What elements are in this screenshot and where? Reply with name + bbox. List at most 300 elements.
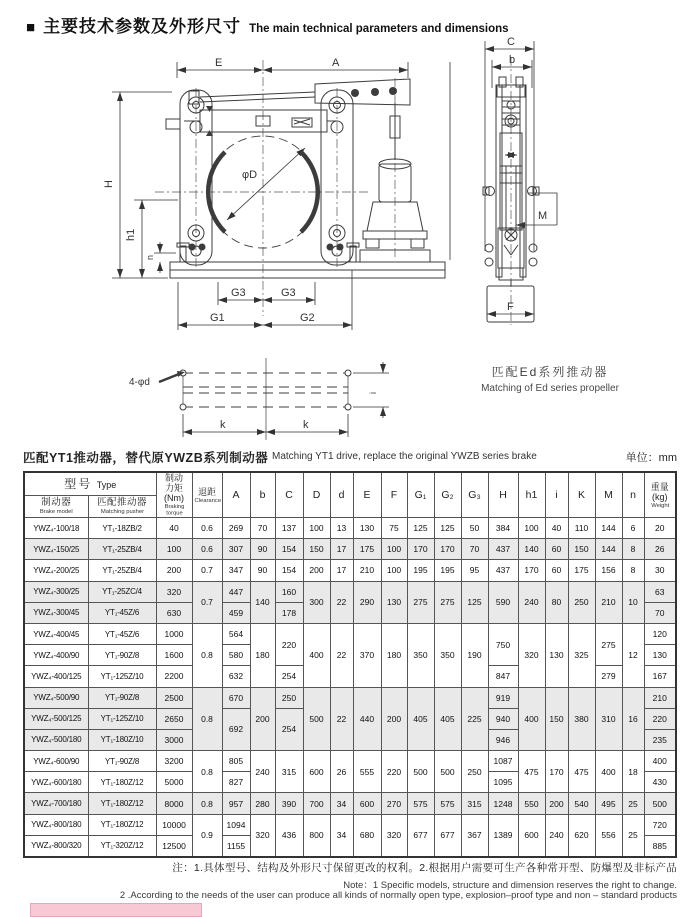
cell-value: 550 — [518, 793, 545, 814]
cell-value: 178 — [275, 602, 303, 623]
cell-value: 150 — [545, 687, 568, 751]
cell-value: 1095 — [488, 772, 518, 793]
front-view-drawing — [60, 48, 465, 340]
cell-value: 26 — [644, 539, 676, 560]
cell-value: 100 — [381, 560, 407, 581]
cell-value: 6 — [622, 518, 644, 539]
cell-value: 275 — [407, 581, 434, 623]
cell-value: 22 — [330, 581, 353, 623]
cell-value: 307 — [222, 539, 250, 560]
table-row — [24, 518, 676, 539]
cell-value: 200 — [545, 793, 568, 814]
cell-value: 475 — [568, 751, 595, 793]
cell-value: 957 — [222, 793, 250, 814]
cell-value: 10 — [622, 581, 644, 623]
cell-value: 25 — [622, 814, 644, 857]
cell-matching-pusher: YT₁-180Z/12 — [88, 772, 156, 793]
ed-caption-zh: 匹配Ed系列推动器 — [491, 365, 609, 379]
col-dim-h1: h1 — [518, 472, 545, 518]
cell-matching-pusher: YT₁-25ZB/4 — [88, 539, 156, 560]
dim-label-f: F — [507, 301, 514, 313]
col-weight: 重量 (kg) Weight — [644, 472, 676, 518]
cell-value: 620 — [568, 814, 595, 857]
col-dim-C: C — [275, 472, 303, 518]
cell-value: 140 — [518, 539, 545, 560]
cell-value: 692 — [222, 708, 250, 750]
page-title — [26, 12, 509, 37]
cell-value: 220 — [275, 623, 303, 665]
cell-value: 680 — [353, 814, 381, 857]
cell-value: 275 — [595, 623, 622, 665]
dim-label-m: M — [538, 210, 548, 222]
cell-value: 700 — [303, 793, 330, 814]
table-header — [24, 472, 676, 518]
col-torque: 制动 力矩 (Nm) Braking torque — [156, 472, 192, 518]
cell-value: 25 — [622, 793, 644, 814]
cell-value: 600 — [518, 814, 545, 857]
cell-value: 459 — [222, 602, 250, 623]
cell-value: 400 — [644, 751, 676, 772]
cell-value: 34 — [330, 793, 353, 814]
table-caption-en: Matching YT1 drive, replace the original YWZB series brake — [272, 451, 537, 462]
cell-value: 200 — [156, 560, 192, 581]
cell-value: 600 — [353, 793, 381, 814]
cell-value: 500 — [434, 751, 461, 793]
cell-value: 190 — [461, 623, 488, 687]
cell-value: 347 — [222, 560, 250, 581]
cell-matching-pusher: YT₁-25ZB/4 — [88, 560, 156, 581]
cell-value: 150 — [303, 539, 330, 560]
cell-brake-model: YWZ₄-400/125 — [24, 666, 88, 687]
cell-value: 575 — [434, 793, 461, 814]
cell-value: 630 — [156, 602, 192, 623]
col-type-zh: 型号 — [64, 477, 93, 492]
cell-brake-model: YWZ₄-400/90 — [24, 645, 88, 666]
cell-value: 556 — [595, 814, 622, 857]
cell-value: 1389 — [488, 814, 518, 857]
table-row — [24, 814, 676, 835]
cell-value: 220 — [381, 751, 407, 793]
cell-value: 919 — [488, 687, 518, 708]
cell-value: 210 — [644, 687, 676, 708]
cell-brake-model: YWZ₄-800/320 — [24, 835, 88, 857]
cell-brake-model: YWZ₄-150/25 — [24, 539, 88, 560]
cell-value: 0.6 — [192, 539, 222, 560]
col-dim-D: D — [303, 472, 330, 518]
cell-brake-model: YWZ₄-300/25 — [24, 581, 88, 602]
table-row — [24, 751, 676, 772]
dim-label-e: E — [215, 57, 223, 69]
cell-value: 350 — [434, 623, 461, 687]
cell-value: 50 — [461, 518, 488, 539]
cell-value: 370 — [353, 623, 381, 687]
table-row — [24, 793, 676, 814]
cell-value: 100 — [303, 518, 330, 539]
cell-value: 195 — [434, 560, 461, 581]
cell-brake-model: YWZ₄-700/180 — [24, 793, 88, 814]
dim-label-k-right: k — [303, 419, 309, 431]
cell-matching-pusher: YT₁-90Z/8 — [88, 645, 156, 666]
cell-value: 12 — [622, 623, 644, 687]
note-en-1: Note：1 Specific models, structure and dimension reserves the right to change. — [343, 880, 677, 891]
cell-value: 405 — [407, 687, 434, 751]
cell-value: 2500 — [156, 687, 192, 708]
pink-strip — [30, 903, 202, 917]
cell-value: 60 — [545, 539, 568, 560]
cell-value: 320 — [381, 814, 407, 857]
cell-value: 315 — [461, 793, 488, 814]
cell-value: 270 — [381, 793, 407, 814]
cell-matching-pusher: YT₁-125Z/10 — [88, 708, 156, 729]
cell-value: 220 — [644, 708, 676, 729]
cell-value: 2200 — [156, 666, 192, 687]
cell-value: 405 — [434, 687, 461, 751]
dim-label-k-left: k — [220, 419, 226, 431]
cell-value: 160 — [275, 581, 303, 602]
cell-value: 167 — [644, 666, 676, 687]
col-matching-pusher: 匹配推动器 Matching pusher — [88, 496, 156, 518]
cell-value: 575 — [407, 793, 434, 814]
cell-value: 8 — [622, 560, 644, 581]
cell-value: 940 — [488, 708, 518, 729]
cell-value: 1155 — [222, 835, 250, 857]
cell-value: 380 — [568, 687, 595, 751]
cell-value: 632 — [222, 666, 250, 687]
cell-value: 22 — [330, 687, 353, 751]
dim-label-h1: h1 — [125, 228, 137, 241]
cell-value: 22 — [330, 623, 353, 687]
cell-value: 0.9 — [192, 814, 222, 857]
cell-value: 100 — [381, 539, 407, 560]
cell-value: 847 — [488, 666, 518, 687]
note-en-2: 2 .According to the needs of the user can produce all kinds of normally open type, explosion–proof type and non – standard products — [119, 890, 677, 901]
cell-value: 250 — [568, 581, 595, 623]
cell-value: 26 — [330, 751, 353, 793]
cell-value: 40 — [545, 518, 568, 539]
cell-value: 18 — [622, 751, 644, 793]
cell-value: 720 — [644, 814, 676, 835]
cell-value: 400 — [303, 623, 330, 687]
dim-label-a: A — [332, 57, 340, 69]
col-dim-E: E — [353, 472, 381, 518]
cell-value: 80 — [545, 581, 568, 623]
cell-matching-pusher: YT₁-125Z/10 — [88, 666, 156, 687]
cell-value: 440 — [353, 687, 381, 751]
cell-value: 885 — [644, 835, 676, 857]
cell-value: 2650 — [156, 708, 192, 729]
cell-brake-model: YWZ₄-500/125 — [24, 708, 88, 729]
cell-value: 100 — [156, 539, 192, 560]
dim-label-phid: φD — [242, 169, 258, 181]
dim-label-i: i — [368, 392, 378, 394]
cell-value: 144 — [595, 539, 622, 560]
cell-brake-model: YWZ₄-200/25 — [24, 560, 88, 581]
cell-value: 590 — [488, 581, 518, 623]
table-row — [24, 539, 676, 560]
cell-value: 254 — [275, 708, 303, 750]
ed-series-caption — [440, 363, 660, 394]
table-row — [24, 623, 676, 644]
cell-value: 200 — [250, 687, 275, 751]
cell-value: 269 — [222, 518, 250, 539]
cell-value: 677 — [434, 814, 461, 857]
cell-brake-model: YWZ₄-500/90 — [24, 687, 88, 708]
cell-value: 384 — [488, 518, 518, 539]
cell-value: 827 — [222, 772, 250, 793]
dim-label-g3-right: G3 — [281, 287, 296, 299]
cell-value: 475 — [518, 751, 545, 793]
cell-value: 555 — [353, 751, 381, 793]
cell-value: 175 — [353, 539, 381, 560]
cell-value: 564 — [222, 623, 250, 644]
dim-label-h: H — [103, 180, 115, 188]
cell-matching-pusher: YT₁-18ZB/2 — [88, 518, 156, 539]
cell-value: 437 — [488, 560, 518, 581]
cell-matching-pusher: YT₁-25ZC/4 — [88, 581, 156, 602]
cell-value: 150 — [568, 539, 595, 560]
cell-value: 8 — [622, 539, 644, 560]
dim-label-b: b — [509, 54, 516, 66]
cell-value: 210 — [595, 581, 622, 623]
cell-value: 137 — [275, 518, 303, 539]
cell-value: 400 — [595, 751, 622, 793]
col-dim-G2: G₂ — [434, 472, 461, 518]
dim-label-g1: G1 — [210, 312, 225, 324]
cell-value: 1087 — [488, 751, 518, 772]
cell-brake-model: YWZ₄-300/45 — [24, 602, 88, 623]
table-row — [24, 581, 676, 602]
cell-value: 140 — [250, 581, 275, 623]
dim-label-g3-left: G3 — [231, 287, 246, 299]
cell-value: 125 — [461, 581, 488, 623]
cell-brake-model: YWZ₄-400/45 — [24, 623, 88, 644]
cell-value: 60 — [545, 560, 568, 581]
cell-value: 125 — [407, 518, 434, 539]
cell-value: 310 — [595, 687, 622, 751]
cell-value: 130 — [644, 645, 676, 666]
cell-value: 3200 — [156, 751, 192, 772]
cell-value: 250 — [275, 687, 303, 708]
table-body — [24, 518, 676, 858]
cell-value: 70 — [644, 602, 676, 623]
cell-value: 1600 — [156, 645, 192, 666]
cell-value: 90 — [250, 539, 275, 560]
cell-value: 290 — [353, 581, 381, 623]
side-view-drawing — [470, 33, 645, 333]
col-dim-M: M — [595, 472, 622, 518]
cell-value: 17 — [330, 539, 353, 560]
cell-value: 0.8 — [192, 793, 222, 814]
col-dim-b: b — [250, 472, 275, 518]
cell-value: 240 — [250, 751, 275, 793]
cell-value: 5000 — [156, 772, 192, 793]
cell-value: 156 — [595, 560, 622, 581]
cell-value: 540 — [568, 793, 595, 814]
cell-value: 0.8 — [192, 687, 222, 751]
col-dim-d: d — [330, 472, 353, 518]
cell-value: 320 — [250, 814, 275, 857]
cell-value: 20 — [644, 518, 676, 539]
cell-value: 250 — [461, 751, 488, 793]
cell-value: 63 — [644, 581, 676, 602]
cell-value: 0.7 — [192, 581, 222, 623]
cell-value: 8000 — [156, 793, 192, 814]
title-bullet-icon: ■ — [26, 19, 36, 36]
base-plate-top-view — [115, 342, 425, 445]
cell-value: 350 — [407, 623, 434, 687]
dim-label-c: C — [507, 36, 515, 48]
cell-value: 279 — [595, 666, 622, 687]
cell-value: 154 — [275, 539, 303, 560]
cell-value: 200 — [381, 687, 407, 751]
cell-value: 280 — [250, 793, 275, 814]
cell-value: 70 — [461, 539, 488, 560]
col-dim-F: F — [381, 472, 407, 518]
cell-value: 225 — [461, 687, 488, 751]
cell-value: 30 — [644, 560, 676, 581]
cell-matching-pusher: YT₁-90Z/8 — [88, 687, 156, 708]
cell-value: 170 — [545, 751, 568, 793]
cell-value: 390 — [275, 793, 303, 814]
cell-value: 34 — [330, 814, 353, 857]
cell-matching-pusher: YT₁-90Z/8 — [88, 751, 156, 772]
cell-value: 17 — [330, 560, 353, 581]
cell-value: 235 — [644, 729, 676, 750]
cell-value: 805 — [222, 751, 250, 772]
cell-value: 580 — [222, 645, 250, 666]
cell-value: 400 — [518, 687, 545, 751]
cell-value: 12500 — [156, 835, 192, 857]
page-title-zh: 主要技术参数及外形尺寸 — [43, 17, 242, 36]
cell-value: 130 — [545, 623, 568, 687]
col-dim-A: A — [222, 472, 250, 518]
table-row — [24, 560, 676, 581]
cell-value: 75 — [381, 518, 407, 539]
cell-brake-model: YWZ₄-600/90 — [24, 751, 88, 772]
cell-value: 677 — [407, 814, 434, 857]
cell-value: 315 — [275, 751, 303, 793]
cell-value: 110 — [568, 518, 595, 539]
cell-value: 70 — [250, 518, 275, 539]
cell-value: 95 — [461, 560, 488, 581]
dim-label-n: n — [145, 254, 155, 260]
col-type — [24, 472, 156, 496]
ed-caption-en: Matching of Ed series propeller — [481, 383, 619, 394]
cell-value: 320 — [518, 623, 545, 687]
cell-value: 750 — [488, 623, 518, 665]
col-dim-G1: G₁ — [407, 472, 434, 518]
cell-value: 120 — [644, 623, 676, 644]
cell-value: 500 — [303, 687, 330, 751]
cell-value: 90 — [250, 560, 275, 581]
col-type-en: Type — [96, 480, 117, 491]
cell-value: 170 — [518, 560, 545, 581]
cell-value: 144 — [595, 518, 622, 539]
col-dim-H: H — [488, 472, 518, 518]
cell-value: 1094 — [222, 814, 250, 835]
cell-value: 500 — [644, 793, 676, 814]
cell-value: 195 — [407, 560, 434, 581]
cell-value: 130 — [353, 518, 381, 539]
cell-matching-pusher: YT₁-180Z/12 — [88, 814, 156, 835]
cell-matching-pusher: YT₁-45Z/6 — [88, 602, 156, 623]
col-clearance: 退距 Clearance — [192, 472, 222, 518]
dim-label-holes: 4-φd — [129, 377, 150, 388]
table-row — [24, 687, 676, 708]
cell-value: 175 — [568, 560, 595, 581]
cell-value: 946 — [488, 729, 518, 750]
cell-value: 125 — [434, 518, 461, 539]
cell-matching-pusher: YT₁-45Z/6 — [88, 623, 156, 644]
cell-value: 10000 — [156, 814, 192, 835]
cell-value: 180 — [381, 623, 407, 687]
cell-value: 130 — [381, 581, 407, 623]
cell-value: 430 — [644, 772, 676, 793]
cell-value: 154 — [275, 560, 303, 581]
cell-value: 800 — [303, 814, 330, 857]
cell-matching-pusher: YT₁-180Z/12 — [88, 793, 156, 814]
cell-value: 13 — [330, 518, 353, 539]
cell-value: 240 — [518, 581, 545, 623]
cell-value: 670 — [222, 687, 250, 708]
cell-matching-pusher: YT₁-180Z/10 — [88, 729, 156, 750]
cell-value: 180 — [250, 623, 275, 687]
col-dim-i: i — [545, 472, 568, 518]
col-dim-n: n — [622, 472, 644, 518]
table-caption-zh: 匹配YT1推动器，替代原YWZB系列制动器 — [23, 451, 269, 465]
dim-label-g2: G2 — [300, 312, 315, 324]
col-brake-model: 制动器 Brake model — [24, 496, 88, 518]
col-dim-K: K — [568, 472, 595, 518]
page-title-en: The main technical parameters and dimensions — [249, 23, 509, 35]
cell-value: 1000 — [156, 623, 192, 644]
cell-value: 0.6 — [192, 518, 222, 539]
parameters-table — [23, 471, 677, 858]
cell-brake-model: YWZ₄-100/18 — [24, 518, 88, 539]
cell-value: 170 — [434, 539, 461, 560]
cell-value: 100 — [518, 518, 545, 539]
cell-value: 3000 — [156, 729, 192, 750]
cell-value: 436 — [275, 814, 303, 857]
cell-brake-model: YWZ₄-600/180 — [24, 772, 88, 793]
col-dim-G3: G₃ — [461, 472, 488, 518]
cell-matching-pusher: YT₁-320Z/12 — [88, 835, 156, 857]
cell-value: 447 — [222, 581, 250, 602]
cell-value: 210 — [353, 560, 381, 581]
cell-value: 170 — [407, 539, 434, 560]
cell-value: 200 — [303, 560, 330, 581]
cell-value: 500 — [407, 751, 434, 793]
cell-brake-model: YWZ₄-500/180 — [24, 729, 88, 750]
cell-value: 16 — [622, 687, 644, 751]
cell-value: 320 — [156, 581, 192, 602]
cell-value: 600 — [303, 751, 330, 793]
cell-value: 437 — [488, 539, 518, 560]
table-unit-label: 单位：mm — [625, 452, 677, 464]
cell-value: 0.7 — [192, 560, 222, 581]
cell-value: 1248 — [488, 793, 518, 814]
cell-value: 275 — [434, 581, 461, 623]
cell-brake-model: YWZ₄-800/180 — [24, 814, 88, 835]
note-zh: 注：1.具体型号、结构及外形尺寸保留更改的权利。2.根据用户需要可生产各种常开型、防爆型及非标产品 — [172, 862, 677, 874]
cell-value: 0.8 — [192, 623, 222, 687]
cell-value: 367 — [461, 814, 488, 857]
cell-value: 495 — [595, 793, 622, 814]
header-row-1 — [24, 472, 676, 496]
cell-value: 240 — [545, 814, 568, 857]
cell-value: 325 — [568, 623, 595, 687]
cell-value: 300 — [303, 581, 330, 623]
